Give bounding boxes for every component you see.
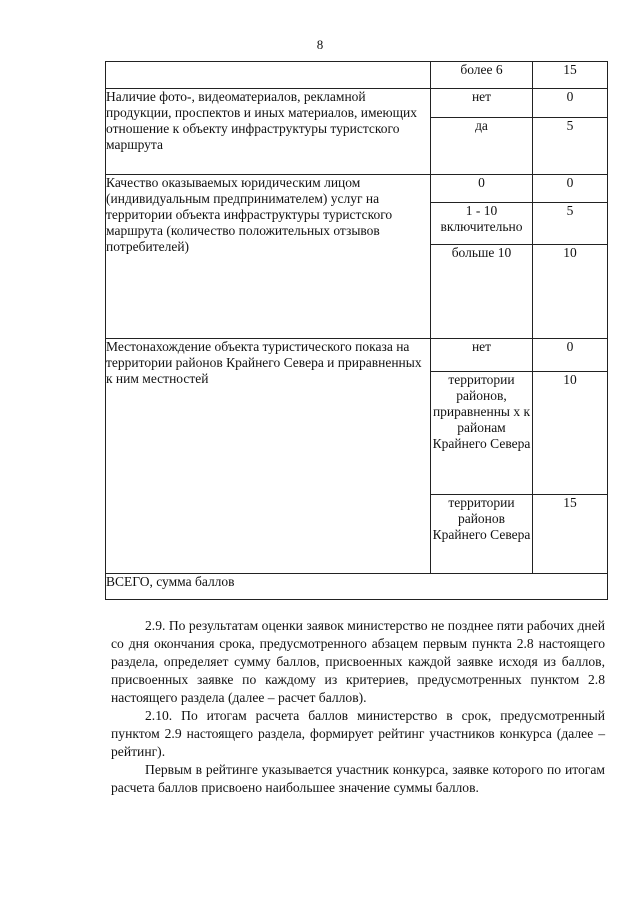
points-cell: 10 (533, 245, 608, 339)
option-cell: более 6 (431, 62, 533, 89)
table-row (106, 62, 608, 89)
option-cell: территории районов Крайнего Севера (431, 495, 533, 574)
criteria-table (105, 61, 608, 600)
total-row (106, 574, 608, 600)
points-cell: 0 (533, 89, 608, 118)
points-cell: 10 (533, 372, 608, 495)
option-cell: 0 (431, 175, 533, 203)
table-row (106, 175, 608, 203)
paragraph-2-9: 2.9. По результатам оценки заявок министерство не позднее пяти рабочих дней со дня окончания срока, предусмотренного абзацем первым пункта 2.8 настоящего раздела, определяет сумму баллов, присвоенных каждой заявке исходя из баллов, присвоенных заявке по каждому из критериев, предусмотренных пунктом 2.8 настоящего раздела (далее – расчет баллов). (111, 618, 605, 705)
option-cell: нет (431, 89, 533, 118)
body-text (111, 617, 605, 797)
option-cell: территории районов, приравненны х к районам Крайнего Севера (431, 372, 533, 495)
points-cell: 5 (533, 203, 608, 245)
option-cell: 1 - 10 включительно (431, 203, 533, 245)
option-cell: да (431, 118, 533, 175)
points-cell: 15 (533, 62, 608, 89)
criterion-cell: Качество оказываемых юридическим лицом (индивидуальным предпринимателем) услуг на территории объекта инфраструктуры туристского маршрута (количество положительных отзывов потребителей) (106, 175, 431, 339)
option-cell: нет (431, 339, 533, 372)
criterion-cell: Наличие фото-, видеоматериалов, рекламной продукции, проспектов и иных материалов, имеющих отношение к объекту инфраструктуры туристского маршрута (106, 89, 431, 175)
criterion-cell: Местонахождение объекта туристического показа на территории районов Крайнего Севера и приравненных к ним местностей (106, 339, 431, 574)
points-cell: 0 (533, 339, 608, 372)
paragraph-2-10: 2.10. По итогам расчета баллов министерство в срок, предусмотренный пунктом 2.9 настоящего раздела, формирует рейтинг участников конкурса (далее – рейтинг). (111, 708, 605, 759)
table-row (106, 339, 608, 372)
total-label: ВСЕГО, сумма баллов (106, 574, 608, 600)
paragraph-rating-first: Первым в рейтинге указывается участник конкурса, заявке которого по итогам расчета баллов присвоено наибольшее значение суммы баллов. (111, 762, 605, 795)
table-row (106, 89, 608, 118)
points-cell: 5 (533, 118, 608, 175)
option-cell: больше 10 (431, 245, 533, 339)
criterion-cell (106, 62, 431, 89)
points-cell: 0 (533, 175, 608, 203)
points-cell: 15 (533, 495, 608, 574)
page-number: 8 (316, 37, 324, 52)
